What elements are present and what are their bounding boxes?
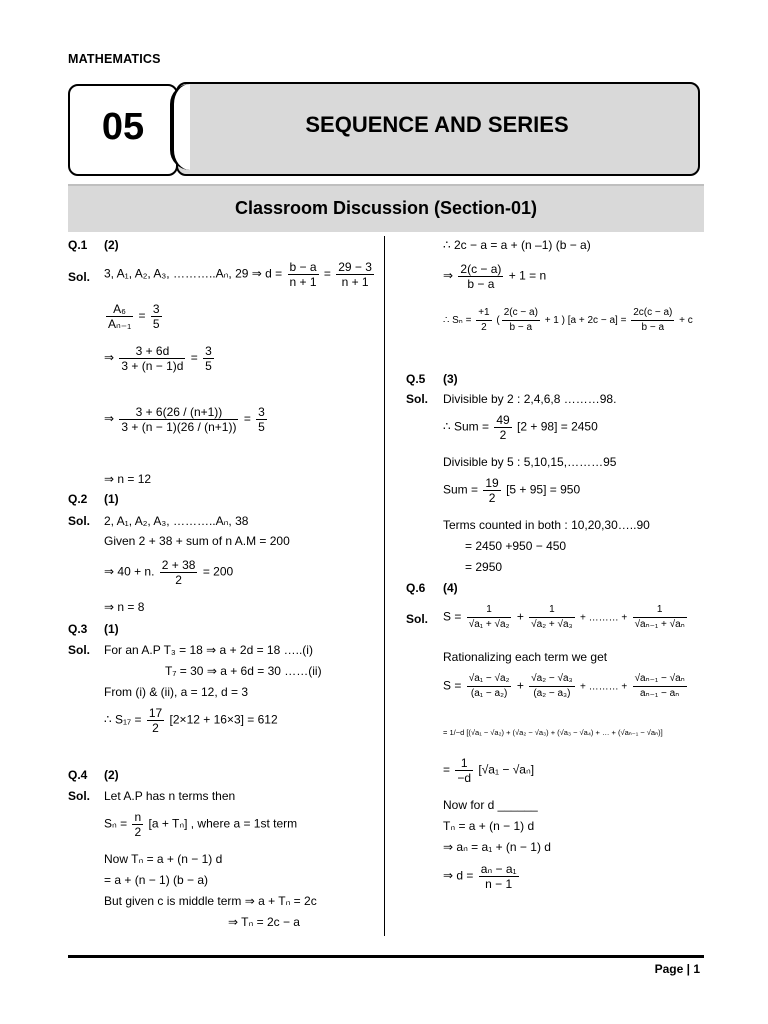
frac-num: 1 [455, 756, 473, 771]
chapter-number: 05 [101, 106, 145, 148]
text: = [190, 350, 198, 365]
q6-line2: Rationalizing each term we get [443, 650, 608, 664]
frac-num: 3 + 6d [119, 344, 185, 359]
frac-den: 2 [175, 573, 182, 587]
chapter-title: SEQUENCE AND SERIES [305, 112, 569, 137]
frac-num: √a₁ − √a₂ [467, 672, 512, 687]
frac-den: aₙ₋₁ − aₙ [640, 688, 680, 699]
q4-line1: Let A.P has n terms then [104, 789, 236, 803]
text: Sₙ = [104, 816, 128, 831]
text: ⇒ [104, 350, 115, 365]
frac-den: 2 [134, 825, 142, 839]
q3-label: Q.3 [68, 622, 88, 636]
q3-sol-label: Sol. [68, 643, 91, 657]
frac-den: 3 + (n − 1)d [121, 359, 184, 373]
frac-den: b − a [467, 277, 495, 291]
q5-line6: = 2450 +950 − 450 [465, 539, 567, 553]
q5-line3: Divisible by 5 : 5,10,15,………95 [443, 455, 617, 469]
frac-num: 1 [529, 603, 574, 618]
frac-den: 2 [499, 428, 507, 442]
frac-num: 3 + 6(26 / (n+1)) [119, 405, 238, 420]
frac-num: √aₙ₋₁ − √aₙ [633, 672, 687, 687]
text: [a + Tₙ] , where a = 1st term [148, 816, 298, 831]
q6-line7: Tₙ = a + (n − 1) d [443, 819, 535, 833]
text: + 1 ) [a + 2c − a] = [544, 315, 627, 327]
frac-num: 49 [496, 413, 510, 427]
q1-line4 [104, 405, 269, 434]
page-number: Page | 1 [654, 962, 700, 976]
q5-line7: = 2950 [465, 560, 503, 574]
q6-line3 [443, 672, 689, 701]
q2-line1: 2, A₁, A₂, A₃, ………..Aₙ, 38 [104, 514, 249, 528]
frac-num: 29 − 3 [338, 260, 372, 274]
q3-answer: (1) [104, 622, 119, 636]
q5-line4 [443, 476, 580, 505]
q6-line9 [443, 862, 521, 891]
text: [2 + 98] = 2450 [517, 419, 598, 434]
frac-num: 2(c − a) [502, 306, 540, 321]
frac-num: A₆ [106, 302, 133, 317]
frac-den: √aₙ₋₁ + √aₙ [634, 619, 685, 630]
q6-line5 [443, 756, 534, 785]
text: ⇒ 40 + n. [104, 564, 155, 579]
text: Sum = [443, 482, 479, 497]
q4-answer: (2) [104, 768, 119, 782]
frac-den: b − a [641, 322, 665, 333]
text: + [516, 678, 524, 693]
frac-num: 3 [258, 405, 265, 419]
q4-line6: ⇒ Tₙ = 2c − a [228, 915, 300, 929]
q3-line4 [104, 706, 278, 735]
frac-den: 2 [152, 721, 159, 735]
frac-num: n [134, 810, 142, 824]
text: + ……… + [579, 681, 628, 693]
text: + 1 = n [508, 268, 547, 283]
q4-label: Q.4 [68, 768, 88, 782]
r-line1: ∴ 2c − a = a + (n –1) (b − a) [443, 238, 591, 252]
text: S = [443, 678, 462, 693]
frac-den: Aₙ₋₁ [108, 317, 132, 331]
text: ∴ S₁₇ = [104, 712, 142, 727]
q2-line2: Given 2 + 38 + sum of n A.M = 200 [104, 534, 290, 548]
frac-den: n + 1 [341, 275, 369, 289]
frac-den: 2 [488, 491, 496, 505]
frac-den: 3 + (n − 1)(26 / (n+1)) [121, 420, 237, 434]
q6-line1 [443, 603, 689, 632]
text: S = [443, 609, 462, 624]
r-line3: ∴ Sₙ = $\frac{+1}{2}$ ( $\frac{2(c - a)}{b - a}$ + 1 ) [a + 2c − a] = $\frac{2c(c - a)}{b - a}$ + c [443, 307, 693, 333]
q5-label: Q.5 [406, 372, 426, 386]
text: + [516, 609, 524, 624]
q1-answer: (2) [104, 238, 119, 252]
frac-den: (a₂ − a₃) [533, 688, 571, 699]
q2-answer: (1) [104, 492, 119, 506]
frac-num: 3 [152, 302, 160, 316]
frac-den: 5 [205, 359, 212, 373]
q4-line5: But given c is middle term ⇒ a + Tₙ = 2c [104, 894, 317, 908]
frac-den: √a₂ + √a₃ [531, 619, 573, 630]
q3-line1: For an A.P T₃ = 18 ⇒ a + 2d = 18 …..(i) [104, 643, 313, 657]
frac-num: 2c(c − a) [631, 306, 674, 321]
chapter-number-box [68, 84, 178, 176]
frac-den: 5 [258, 420, 265, 434]
q4-sol-label: Sol. [68, 789, 91, 803]
q1-line3 [104, 344, 216, 373]
text: ⇒ d = [443, 868, 474, 883]
chapter-title-bar [176, 82, 698, 174]
frac-num: 2(c − a) [460, 262, 502, 276]
q1-sol-label: Sol. [68, 270, 91, 284]
text: [2×12 + 16×3] = 612 [169, 712, 278, 727]
q3-line3: From (i) & (ii), a = 12, d = 3 [104, 685, 249, 699]
q5-line2 [443, 413, 598, 442]
frac-den: 5 [152, 317, 160, 331]
q4-line2 [104, 810, 297, 839]
frac-num: b − a [289, 260, 317, 274]
frac-num: 2 + 38 [161, 558, 196, 572]
q5-line1: Divisible by 2 : 2,4,6,8 ………98. [443, 392, 617, 406]
frac-den: 2 [481, 322, 487, 333]
frac-den: n − 1 [485, 877, 513, 891]
q4-line4: = a + (n − 1) (b − a) [104, 873, 209, 887]
q2-label: Q.2 [68, 492, 88, 506]
q5-sol-label: Sol. [406, 392, 429, 406]
section-bar [68, 184, 704, 232]
frac-den: n + 1 [289, 275, 317, 289]
text: + c [679, 315, 693, 327]
column-divider [384, 236, 385, 936]
frac-num: 1 [633, 603, 687, 618]
text: = 200 [202, 564, 234, 579]
text: ∴ Sum = [443, 419, 489, 434]
frac-num: +1 [476, 306, 491, 321]
frac-num: 1 [467, 603, 512, 618]
frac-den: b − a [509, 322, 533, 333]
text: [√a₁ − √aₙ] [478, 762, 535, 777]
text: = [138, 308, 146, 323]
text: ⇒ [104, 411, 115, 426]
frac-den: −d [457, 771, 472, 785]
frac-den: √a₁ + √a₂ [468, 619, 510, 630]
q1-label: Q.1 [68, 238, 88, 252]
frac-num: aₙ − a₁ [480, 862, 517, 876]
section-title: Classroom Discussion (Section-01) [234, 198, 538, 218]
frac-num: 19 [485, 476, 499, 490]
q6-line4: = 1/−d [(√a₁ − √a₂) + (√a₂ − √a₃) + (√a₃ − √a₄) + … + (√aₙ₋₁ − √aₙ)] [443, 728, 663, 737]
q1-result: ⇒ n = 12 [104, 472, 152, 486]
text: = [443, 762, 451, 777]
q6-answer: (4) [443, 581, 458, 595]
frac-num: √a₂ − √a₃ [529, 672, 574, 687]
q4-line3: Now Tₙ = a + (n − 1) d [104, 852, 223, 866]
q1-line1 [104, 260, 376, 289]
frac-num: 17 [148, 706, 163, 720]
q6-line8: ⇒ aₙ = a₁ + (n − 1) d [443, 840, 551, 854]
q3-line2: T₇ = 30 ⇒ a + 6d = 30 ……(ii) [165, 664, 322, 678]
text: [5 + 95] = 950 [506, 482, 581, 497]
q1-line2 [104, 302, 164, 331]
frac-num: 3 [205, 344, 212, 358]
q6-sol-label: Sol. [406, 612, 429, 626]
q2-result: ⇒ n = 8 [104, 600, 145, 614]
q5-line5: Terms counted in both : 10,20,30…..90 [443, 518, 650, 532]
text: 3, A₁, A₂, A₃, ………..Aₙ, 29 ⇒ d = [104, 266, 283, 281]
q6-label: Q.6 [406, 581, 426, 595]
q2-line3 [104, 558, 233, 587]
r-line2 [443, 262, 546, 291]
q5-answer: (3) [443, 372, 458, 386]
text: = [323, 266, 331, 281]
text: = [243, 411, 251, 426]
q2-sol-label: Sol. [68, 514, 91, 528]
frac-den: (a₁ − a₂) [470, 688, 508, 699]
text: ⇒ [443, 268, 454, 283]
q6-line6: Now for d ______ [443, 798, 538, 812]
text: + ……… + [579, 612, 628, 624]
footer-rule [68, 955, 704, 958]
text: ∴ Sₙ = [443, 315, 472, 327]
subject-label: MATHEMATICS [68, 52, 161, 66]
